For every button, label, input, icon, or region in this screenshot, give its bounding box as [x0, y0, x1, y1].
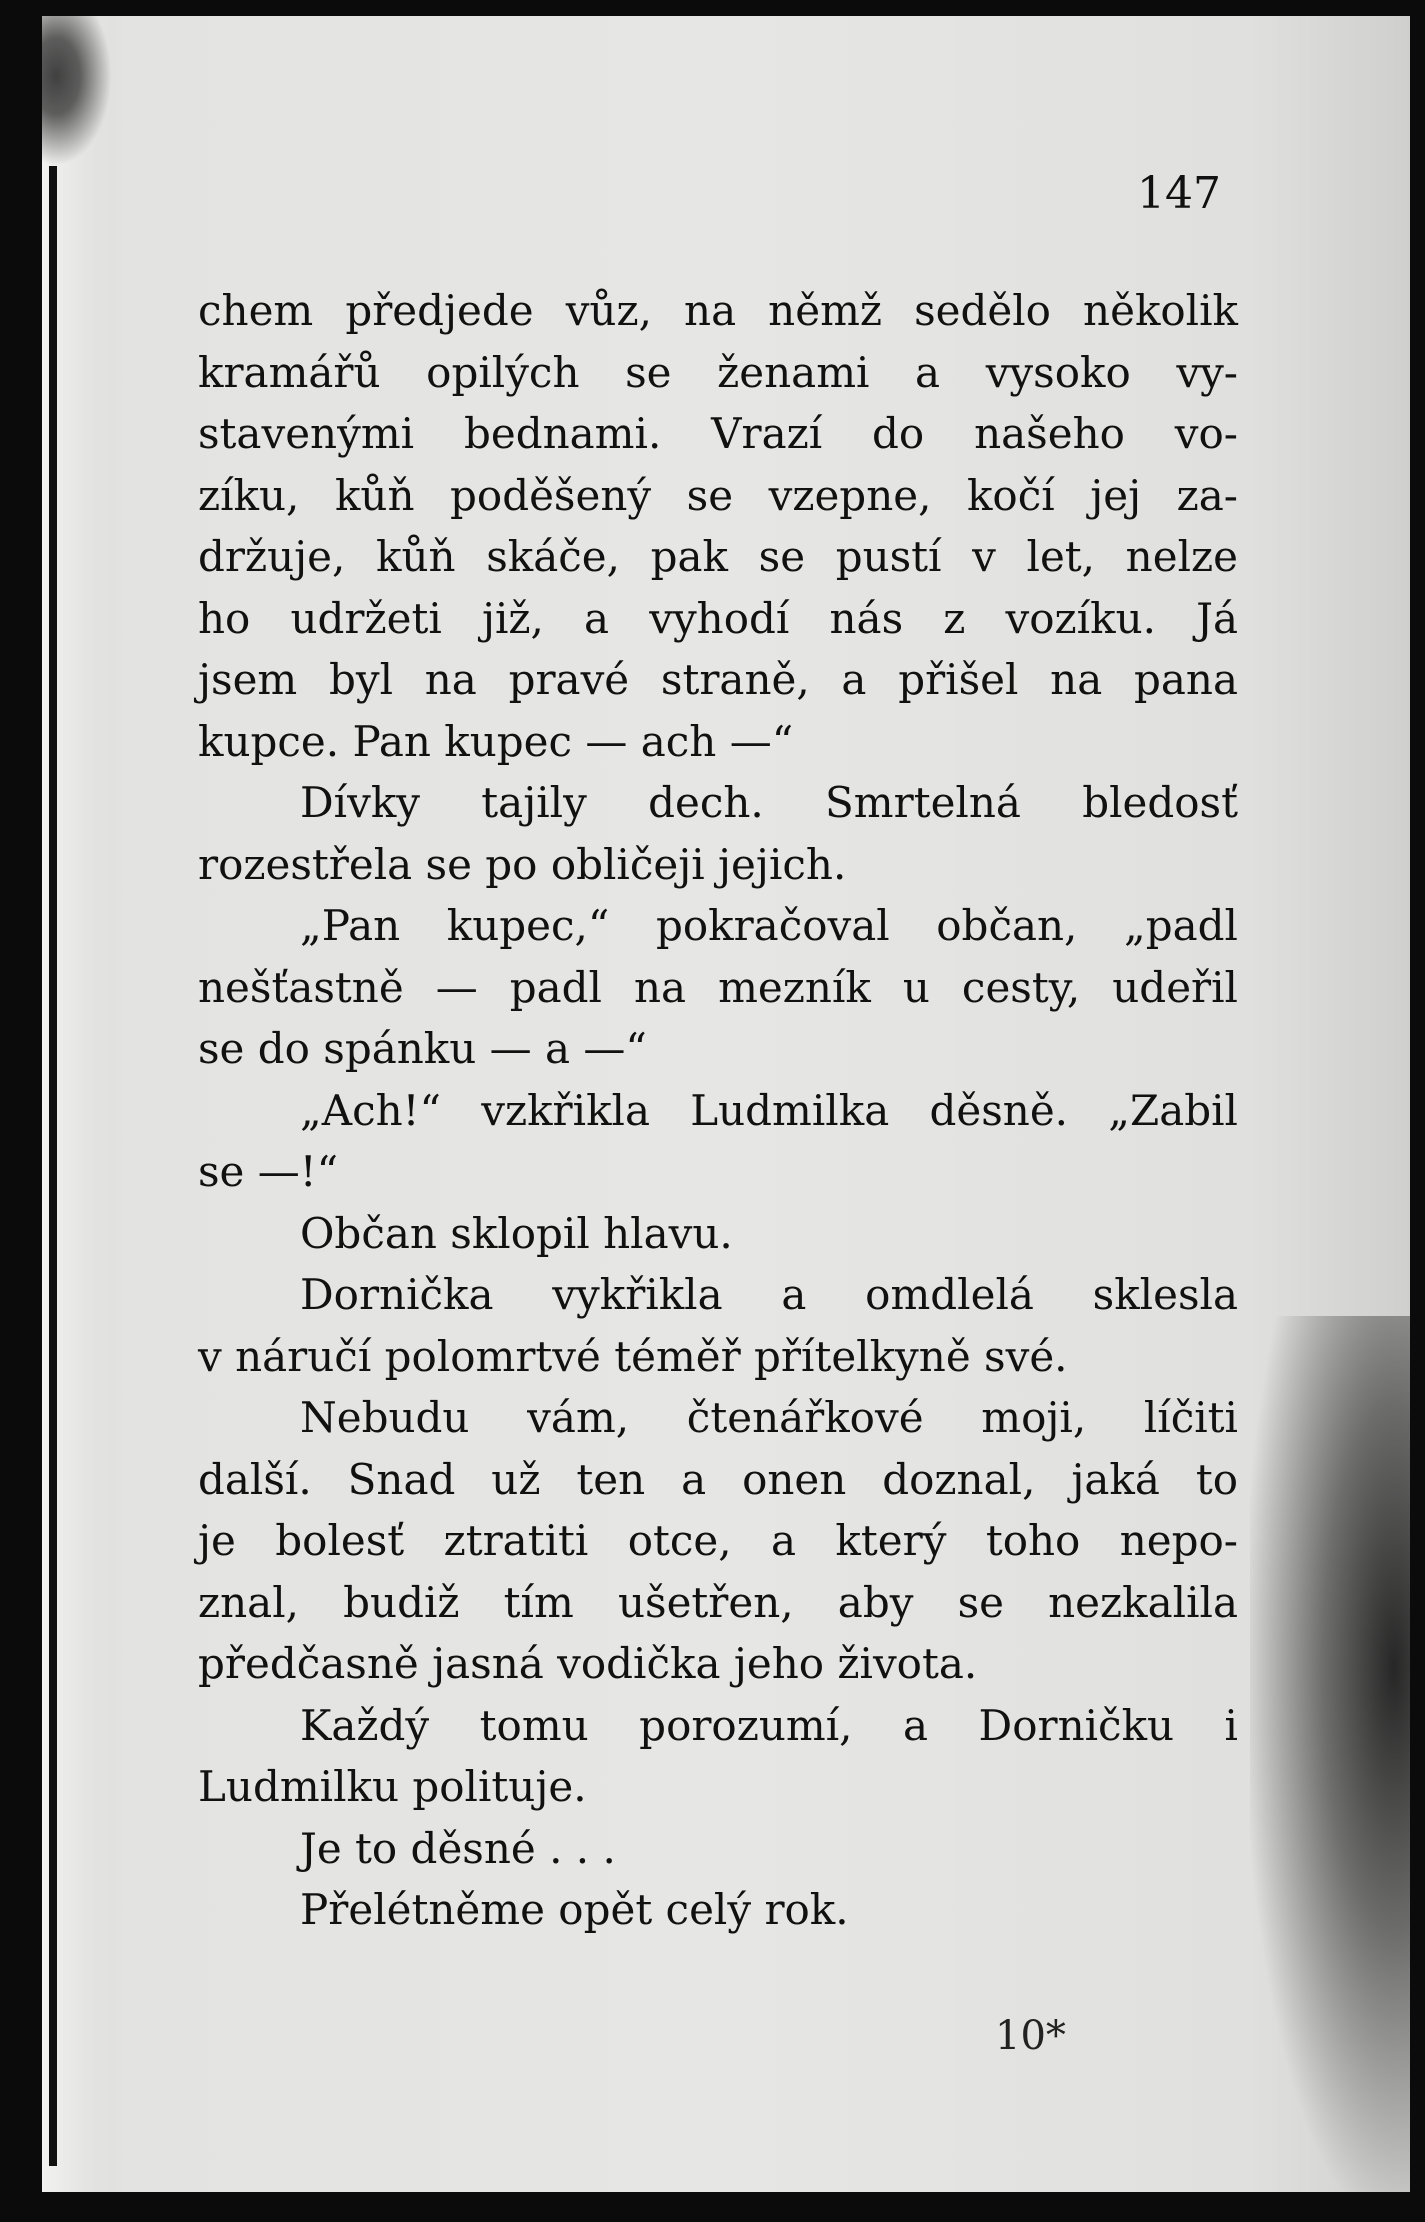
text-line: jsem byl na pravé straně, a přišel na pana	[198, 655, 1238, 704]
text-line: v náručí polomrtvé téměř přítelkyně své.	[198, 1331, 1068, 1381]
text-line: Dornička vykřikla a omdlelá sklesla	[300, 1270, 1238, 1319]
text-line: Přelétněme opět celý rok.	[300, 1885, 849, 1934]
text-line: zíku, kůň poděšený se vzepne, kočí jej za-	[198, 470, 1238, 520]
text-line: je bolesť ztratiti otce, a který toho nepo-	[198, 1516, 1238, 1565]
text-line: Je to děsné . . .	[300, 1823, 616, 1873]
text-line: chem předjede vůz, na němž sedělo několik	[198, 286, 1238, 335]
text-line: nešťastně — padl na mezník u cesty, udeřil	[198, 962, 1238, 1012]
signature-mark: 10*	[995, 2013, 1066, 2059]
page-number: 147	[1137, 168, 1221, 219]
text-line: Občan sklopil hlavu.	[300, 1208, 733, 1258]
text-line: předčasně jasná vodička jeho života.	[198, 1639, 978, 1688]
text-line: Nebudu vám, čtenářkové moji, líčiti	[300, 1393, 1238, 1442]
text-line: se do spánku — a —“	[198, 1024, 647, 1073]
text-line: „Ach!“ vzkřikla Ludmilka děsně. „Zabil	[300, 1085, 1238, 1135]
text-line: Ludmilku polituje.	[198, 1762, 587, 1811]
scan-corner-mark	[42, 16, 112, 166]
body-text	[198, 280, 1238, 1941]
text-line: Každý tomu porozumí, a Dorničku i	[300, 1700, 1238, 1750]
text-line: Dívky tajily dech. Smrtelná bledosť	[300, 778, 1238, 827]
scan-shadow	[1250, 1316, 1410, 2192]
text-line: ho udržeti již, a vyhodí nás z vozíku. Já	[198, 593, 1238, 643]
text-line: další. Snad už ten a onen doznal, jaká to	[198, 1454, 1238, 1504]
text-line: kupce. Pan kupec — ach —“	[198, 716, 794, 766]
scan-edge-rule	[49, 166, 57, 2166]
text-line: stavenými bednami. Vrazí do našeho vo-	[198, 409, 1238, 458]
text-line: držuje, kůň skáče, pak se pustí v let, nelze	[198, 532, 1238, 581]
text-line: kramářů opilých se ženami a vysoko vy-	[198, 347, 1238, 397]
text-line: se —!“	[198, 1147, 339, 1196]
text-line: znal, budiž tím ušetřen, aby se nezkalila	[198, 1577, 1238, 1627]
text-line: rozestřela se po obličeji jejich.	[198, 839, 847, 889]
text-line: „Pan kupec,“ pokračoval občan, „padl	[300, 901, 1238, 950]
